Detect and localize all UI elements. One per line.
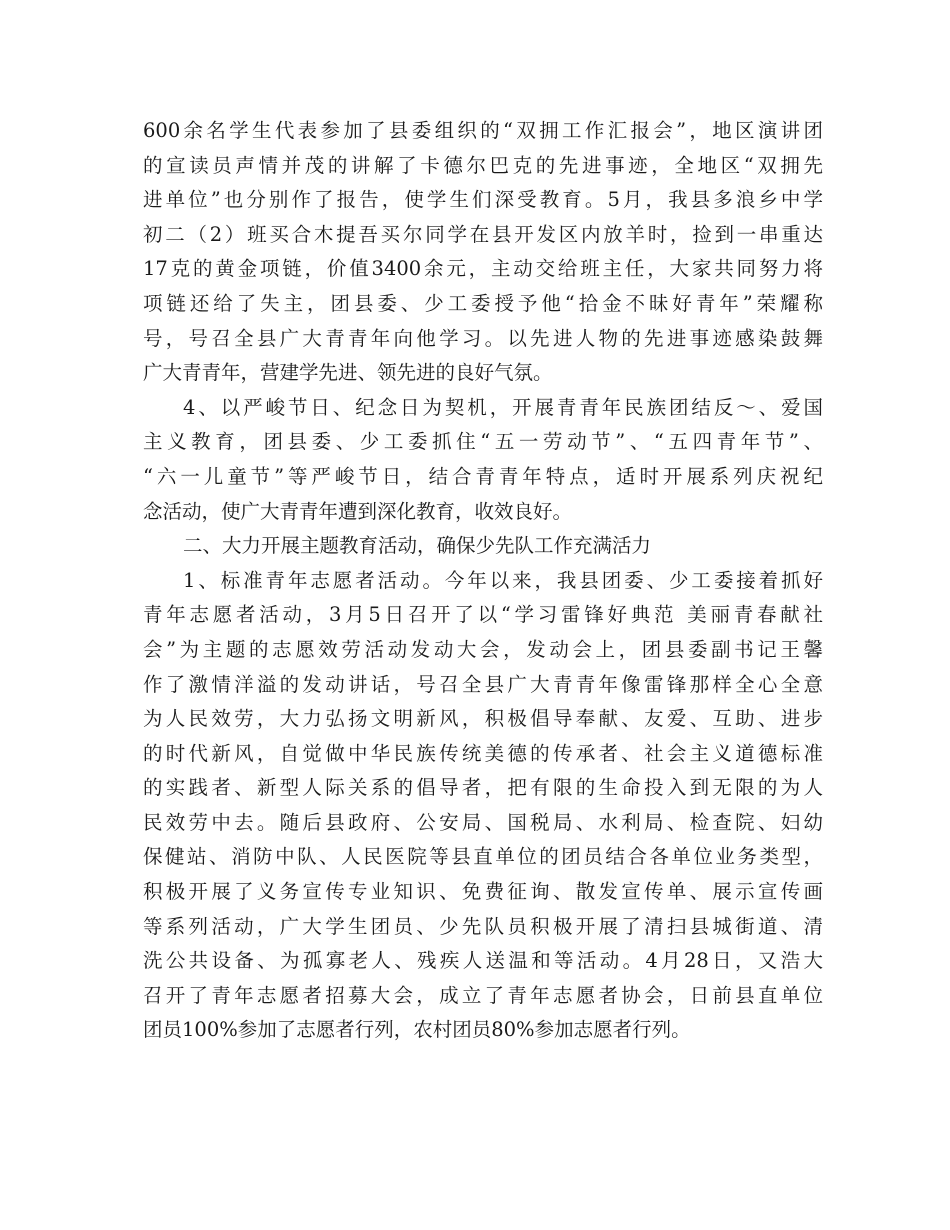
text-line: 念活动，使广大青青年遭到深化教育，收效良好。 bbox=[143, 499, 573, 523]
text-line: 项链还给了失主，团县委、少工委授予他“拾金不昧好青年”荣耀称 bbox=[143, 291, 823, 315]
text-line: 民效劳中去。随后县政府、公安局、国税局、水利局、检查院、妇幼 bbox=[143, 810, 823, 834]
text-line: 17克的黄金项链，价值3400余元，主动交给班主任，大家共同努力将 bbox=[143, 257, 823, 281]
body-text bbox=[143, 114, 823, 1048]
text-line: 团员100%参加了志愿者行列，农村团员80%参加志愿者行列。 bbox=[143, 1018, 691, 1042]
text-line: 作了激情洋溢的发动讲话，号召全县广大青青年像雷锋那样全心全意 bbox=[143, 672, 823, 696]
text-line: 青年志愿者活动，3月5日召开了以“学习雷锋好典范 美丽青春献社 bbox=[143, 603, 823, 627]
text-line: 为人民效劳，大力弘扬文明新风，积极倡导奉献、友爱、互助、进步 bbox=[143, 707, 823, 731]
paragraph-start-line: 4、以严峻节日、纪念日为契机，开展青青年民族团结反～、爱国 bbox=[183, 395, 823, 419]
text-line: 会”为主题的志愿效劳活动发动大会，发动会上，团县委副书记王馨 bbox=[143, 637, 823, 661]
text-line: 600余名学生代表参加了县委组织的“双拥工作汇报会”，地区演讲团 bbox=[143, 119, 823, 142]
text-line: 的时代新风，自觉做中华民族传统美德的传承者、社会主义道德标准 bbox=[143, 741, 823, 765]
text-line: 召开了青年志愿者招募大会，成立了青年志愿者协会，日前县直单位 bbox=[143, 983, 823, 1007]
text-line: 进单位”也分别作了报告，使学生们深受教育。5月，我县多浪乡中学 bbox=[143, 188, 823, 212]
text-line: 洗公共设备、为孤寡老人、残疾人送温和等活动。4月28日，又浩大 bbox=[143, 949, 823, 973]
paragraph-start-line: 1、标准青年志愿者活动。今年以来，我县团委、少工委接着抓好 bbox=[183, 568, 823, 592]
text-line: 广大青青年，营建学先进、领先进的良好气氛。 bbox=[143, 361, 553, 385]
text-line: 积极开展了义务宣传专业知识、免费征询、散发宣传单、展示宣传画 bbox=[143, 880, 823, 904]
text-line: “六一儿童节”等严峻节日，结合青青年特点，适时开展系列庆祝纪 bbox=[143, 464, 823, 488]
section-heading: 二、大力开展主题教育活动，确保少先队工作充满活力 bbox=[183, 534, 652, 558]
text-line: 的实践者、新型人际关系的倡导者，把有限的生命投入到无限的为人 bbox=[143, 776, 823, 800]
text-line: 号，号召全县广大青青年向他学习。以先进人物的先进事迹感染鼓舞 bbox=[143, 326, 823, 350]
text-line: 的宣读员声情并茂的讲解了卡德尔巴克的先进事迹，全地区“双拥先 bbox=[143, 153, 823, 177]
text-line: 保健站、消防中队、人民医院等县直单位的团员结合各单位业务类型， bbox=[143, 845, 823, 869]
text-line: 主义教育，团县委、少工委抓住“五一劳动节”、“五四青年节”、 bbox=[143, 430, 823, 454]
text-line: 等系列活动，广大学生团员、少先队员积极开展了清扫县城街道、清 bbox=[143, 914, 823, 938]
text-line: 初二（2）班买合木提吾买尔同学在县开发区内放羊时，捡到一串重达 bbox=[143, 222, 823, 246]
